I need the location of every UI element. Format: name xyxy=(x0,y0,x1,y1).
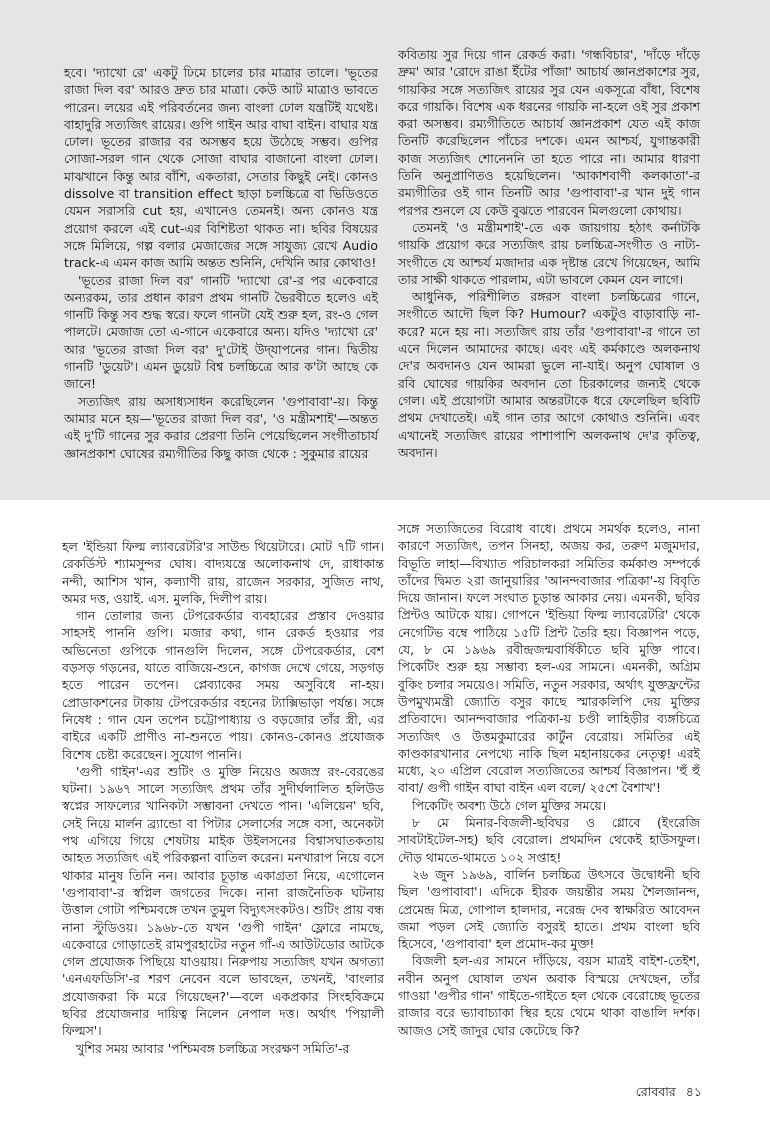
article-column-top-right xyxy=(398,46,700,461)
paragraph: আধুনিক, পরিশীলিত রঙ্গরস বাংলা চলচ্চিত্রের গানে, সংগীতে আদৌ ছিল কি? Humour? একটুও বাড়াবাড়ি না-করে? মনে হয় না। সত্যজিৎ রায় তাঁর 'গুপাবাবা'-র গানে তা এনে দিলেন আমাদের কাছে। এবং এই কর্মকাণ্ডে অলকনাথ দে'র অবদানও যেন আমরা ভুলে না-যাই। অনুপ ঘোষাল ও রবি ঘোষের গায়কির অবদান তো চিরকালের জন্যই থেকে গেল। এই প্রয়োগটা আমার অন্তরটাকে ধরে ফেলেছিল ছবিটি প্রথম দেখাতেই। এই গান তার আগে কোথাও শুনিনি। এবং এখানেই সত্যজিৎ রায়ের পাশাপাশি অলকনাথ দে'র কৃতিত্ব, অবদান। xyxy=(398,289,700,460)
page-number: ৪১ xyxy=(685,1084,702,1099)
paragraph: সত্যজিৎ রায় অসাধ্যসাধন করেছিলেন 'গুপাবাবা'-য়। কিন্তু আমার মনে হয়—'ভূতের রাজা দিল বর', 'ও মন্ত্রীমশাই'—অন্তত এই দু'টি গানের সুর করার প্রেরণা তিনি পেয়েছিলেন সংগীতাচার্য জ্ঞানপ্রকাশ ঘোষের রম্যগীতির কিছু কাজ থেকে : সুকুমার রায়ের xyxy=(64,393,378,461)
article-column-bottom-left xyxy=(62,538,384,1057)
paragraph: হবে। 'দ্যাখো রে' একটু ঢিমে চালের চার মাত্রার তালে। 'ভূতের রাজা দিল বর' আরও দ্রুত চার মাত্রা। কেউ আট মাত্রাও ভাবতে পারেন। লয়ের এই পরিবর্তনের জন্য বাংলা ঢোল যন্ত্রটিই যথেষ্ট। বাহাদুরি সত্যজিৎ রায়ের। গুপি গাইন আর বাঘা বাইন। বাঘার যন্ত্র ঢোল। ভূতের রাজার বর অসম্ভব হয়ে উঠেছে সম্ভব। গুপির সোজা-সরল গান থেকে সোজা বাঘার বাজানো বাংলা ঢোল। মাঝখানে কিন্তু আর বাঁশি, একতারা, সেতার কিছুই নেই। কোনও dissolve বা transition effect ছাড়া চলচ্চিত্রে বা ভিডিওতে যেমন সরাসরি cut হয়, এখানেও তেমনই। অন্য কোনও যন্ত্র প্রয়োগ করলে এই cut-এর বিশিষ্টতা থাকত না। ছবির বিষয়ের সঙ্গে মিলিয়ে, গল্প বলার মেজাজের সঙ্গে সাযুজ্য রেখে Audio track-এ এমন কাজ আমি অন্তত শুনিনি, দেখিনি আর কোথাও! xyxy=(64,65,378,271)
article-column-bottom-right xyxy=(398,520,700,1039)
paragraph: গান তোলার জন্য টেপরেকর্ডার ব্যবহারের প্রস্তাব দেওয়ার সাহসই পাননি গুপি। মজার কথা, গান রেকর্ড হওয়ার পর অভিনেতা গুপিকে গানগুলি দিলেন, সঙ্গে টেপরেকর্ডার, বেশ বড়সড় গড়নের, যাতে বাজিয়ে-শুনে, কাগজ দেখে গেয়ে, সড়গড় হতে পারেন তপেন। প্লেব্যাকের সময় অসুবিধে না-হয়। প্রোডাকশনের টাকায় টেপরেকর্ডার বহনের ট্যাক্সিভাড়া পর্যন্ত। সঙ্গে নিষেধ : গান যেন তপেন চট্টোপাধ্যায় ও বড়জোর তাঁর স্ত্রী, এর বাইরে একটি প্রাণীও না-শুনতে পায়। কোনও-কোনও প্রযোজক বিশেষ চেষ্টা করেছেন। সুযোগ পাননি। xyxy=(62,608,384,762)
magazine-name: রোববার xyxy=(635,1084,676,1099)
article-column-top-left xyxy=(64,64,378,462)
paragraph: তেমনই 'ও মন্ত্রীমশাই'-তে এক জায়গায় হঠাৎ কর্নাটকি গায়কি প্রয়োগ করে সত্যজিৎ রায় চলচ্চিত্র-সংগীত ও নাট্য-সংগীতে যে আশ্চর্য মজাদার এক দৃষ্টান্ত রেখে গিয়েছেন, আমি তার সাক্ষী থাকতে পারলাম, এটা ভাবলে কেমন যেন লাগে। xyxy=(398,219,700,287)
paragraph: বিজলী হল-এর সামনে দাঁড়িয়ে, বয়স মাত্রই বাইশ-তেইশ, নবীন অনুপ ঘোষাল তখন অবাক বিস্ময়ে দেখছেন, তাঁর গাওয়া 'গুপীর গান' গাইতে-গাইতে হল থেকে বেরোচ্ছে ভূতের রাজার বরে ভ্যাবাচ্যাকা স্থির হয়ে থেমে থাকা বাঙালি দর্শক। আজও সেই জাদুর ঘোর কেটেছে কি? xyxy=(398,953,700,1038)
paragraph: 'গুপী গাইন'-এর শুটিং ও মুক্তি নিয়েও অজস্র রং-বেরঙের ঘটনা। ১৯৬৭ সালে সত্যজিৎ প্রথম তাঁর সুদীর্ঘলালিত হলিউড স্বপ্নের সাফল্যের খানিকটা সম্ভাবনা দেখতে পান। 'এলিয়েন' ছবি, সেই নিয়ে মার্লন ব্র্যান্ডো বা পিটার সেলার্সের সঙ্গে বসা, অনেকটা পথ এগিয়ে গিয়ে শেষটায় মাইক উইলসনের বিশ্বাসঘাতকতায় আহত সত্যজিৎ এই পরিকল্পনা বাতিল করেন। মনখারাপ নিয়ে বসে থাকার মানুষ তিনি নন। আবার চূড়ান্ত একাগ্রতা নিয়ে, এগোলেন 'গুপাবাবা'-র স্বপ্নিল জগতের দিকে। নানা রাজনৈতিক ঘটনায় উত্তাল গোটা পশ্চিমবঙ্গে তখন তুমুল বিদ্যুৎসংকটও। শুটিং প্রায় বন্ধ নানা স্টুডিওয়। ১৯৬৮-তে যখন 'গুপী গাইন' ফ্লোরে নামছে, একেবারে গোড়াতেই রামপুরহাটের নতুন গাঁ-এ আউটডোর আটকে গেল প্রযোজক পিছিয়ে যাওয়ায়। নিরুপায় সত্যজিৎ যখন অগত্যা 'এনএফডিসি'-র শরণ নেবেন বলে ভাবছেন, তখনই, 'বাংলার প্রযোজকরা কি মরে গিয়েছেন?'—বলে একপ্রকার সিংহবিক্রমে ছবির প্রযোজনার দায়িত্ব নিলেন নেপাল দত্ত। অর্থাৎ 'পিয়ালী ফিল্মস'। xyxy=(62,763,384,1039)
page-footer xyxy=(630,1084,702,1104)
paragraph: 'ভূতের রাজা দিল বর' গানটি 'দ্যাখো রে'-র পর একেবারে অন্যরকম, তার প্রধান কারণ প্রথম গানটি ভৈরবীতে হলেও এই গানটি কিন্তু সব শুদ্ধ স্বরে। ফলে গানটা যেই শুরু হল, রং-ও গেল পালটে। মেজাজ তো এ-গানে একেবারে অন্য। যদিও 'দ্যাখো রে' আর 'ভূতের রাজা দিল বর' দু'টোই উদ্‌যাপনের গান। দ্বিতীয় গানটি 'ডুয়েট'। এমন ডুয়েট বিশ্ব চলচ্চিত্রে আর ক'টা আছে কে জানে! xyxy=(64,272,378,392)
paragraph: ৮ মে মিনার-বিজলী-ছবিঘর ও গ্লোবে (ইংরেজি সাবটাইটেল-সহ) ছবি বেরোল। প্রথমদিন থেকেই হাউসফুল। দৌড় থামতে-থামতে ১০২ সপ্তাহ! xyxy=(398,815,700,865)
paragraph: ২৬ জুন ১৯৬৯, বার্লিন চলচ্চিত্র উৎসবে উদ্বোধনী ছবি ছিল 'গুপাবাবা'। এদিকে হীরক জয়ন্তীর সময় শৈলজানন্দ, প্রেমেন্দ্র মিত্র, গোপাল হালদার, নরেন্দ্র দেব স্বাক্ষরিত আবেদন জমা পড়ল সেই জ্যোতি বসুরই হাতে। প্রথম বাংলা ছবি হিসেবে, 'গুপাবাবা' হল প্রমোদ-কর মুক্ত! xyxy=(398,866,700,952)
paragraph: কবিতায় সুর দিয়ে গান রেকর্ড করা। 'গন্ধবিচার', 'দাঁড়ে দাঁড়ে দ্রুম' আর 'রোদে রাঙা ইঁটের পাঁজা' আচার্য জ্ঞানপ্রকাশের সুর, গায়কির সঙ্গে সত্যজিৎ রায়ের সুর যেন একসূত্রে বাঁধা, বিশেষ করে গায়কি। বিশেষ এক ধরনের গায়কি না-হলে ওই সুর প্রকাশ করা অসম্ভব। রম্যগীতিতে আচার্য জ্ঞানপ্রকাশ যেত এই কাজ তিনটি করেছিলেন পাঁচের দশকে। এমন আশ্চর্য, যুগান্তকারী কাজ সত্যজিৎ শোনেননি তা হতে পারে না। আমার ধারণা তিনি অনুপ্রাণিতও হয়েছিলেন। 'আকাশবাণী কলকাতা'-র রম্যগীতির ওই গান তিনটি আর 'গুপাবাবা'-র খান দুই গান পরপর শুনলে যে কেউ বুঝতে পারবেন মিলগুলো কোথায়। xyxy=(398,47,700,218)
paragraph: পিকেটিং অবশ্য উঠে গেল মুক্তির সময়ে। xyxy=(412,797,607,813)
paragraph: হল 'ইন্ডিয়া ফিল্ম ল্যাবরেটরি'র সাউন্ড থিয়েটারে। মোট ৭টি গান। রেকর্ডিস্ট শ্যামসুন্দর ঘোষ। বাদ্যযন্ত্রে অলোকনাথ দে, রাধাকান্ত নন্দী, আশিস খান, কল্যাণী রায়, রাজেন সরকার, সুজিত নাথ, অমর দত্ত, ওয়াই. এস. মুলকি, দিলীপ রায়। xyxy=(62,539,384,606)
paragraph: খুশির সময় আবার 'পশ্চিমবঙ্গ চলচ্চিত্র সংরক্ষণ সমিতি'-র xyxy=(76,1040,350,1056)
paragraph: সঙ্গে সত্যজিতের বিরোধ বাধে। প্রথমে সমর্থক হলেও, নানা কারণে সত্যজিৎ, তপন সিনহা, অজয় কর, তরুণ মজুমদার, বিভূতি লাহা—বিখ্যাত পরিচালকরা সমিতির কর্মকাণ্ড সম্পর্কে তাঁদের দ্বিমত ২রা জানুয়ারির 'আনন্দবাজার পত্রিকা'-য় বিবৃতি দিয়ে জানান। ফলে সংঘাত চূড়ান্ত আকার নেয়। এমনকী, ছবির প্রিন্টও আটকে যায়। গোপনে 'ইন্ডিয়া ফিল্ম ল্যাবরেটরি' থেকে নেগেটিভ বম্বে পাঠিয়ে ১৫টি প্রিন্ট তৈরি হয়। বিজ্ঞাপন পড়ে, যে, ৮ মে ১৯৬৯ রবীন্দ্রজন্মবার্ষিকীতে ছবি মুক্তি পাবে। পিকেটিং শুরু হয় সম্ভাব্য হল-এর সামনে। এমনকী, অগ্রিম বুকিং চলার সময়েও। সমিতি, নতুন সরকার, অর্থাৎ যুক্তফ্রন্টের উপমুখ্যমন্ত্রী জ্যোতি বসুর কাছে স্মারকলিপি দেয় মুক্তির প্রতিবাদে। আনন্দবাজার পত্রিকা-য় চণ্ডী লাহিড়ীর ব্যঙ্গচিত্রে সত্যজিৎ ও উত্তমকুমারের কার্টুন বেরোয়। সমিতির এই কাণ্ডকারখানার নেপথ্যে নাকি ছিল মহানায়কের নেতৃত্ব! এরই মধ্যে, ২০ এপ্রিল বেরোল সত্যজিতের আশ্চর্য বিজ্ঞাপন। 'হুঁ হুঁ বাবা/ গুপী গাইন বাঘা বাইন এল বলে/ ২৫শে বৈশাখ'! xyxy=(398,521,700,796)
